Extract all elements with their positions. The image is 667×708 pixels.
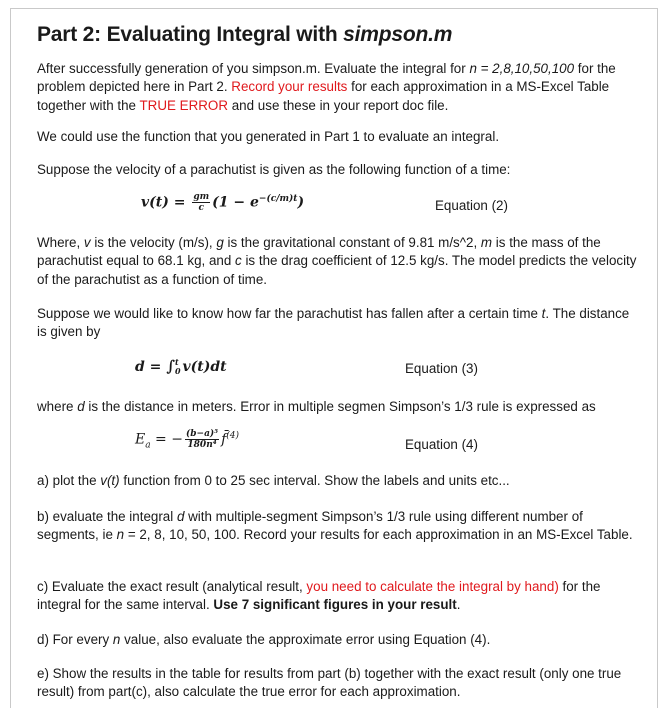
- suppose-distance-paragraph: Suppose we would like to know how far the parachutist has fallen after a certain time t. The distance is given by: [37, 306, 630, 340]
- question-c: c) Evaluate the exact result (analytical result, you need to calculate the integral by hand) for the integral for the same interval. Use 7 significant figures in your result.: [37, 579, 601, 613]
- equation-2: v(t) = $\frac{gm}{c}$ $(1 - e^{-(c/m)t})$: [141, 192, 305, 213]
- question-a: a) plot the v(t) function from 0 to 25 sec interval. Show the labels and units etc...: [37, 473, 510, 488]
- intro-paragraph: After successfully generation of you simpson.m. Evaluate the integral for n = 2,8,10,50,100 for the problem depicted here in Part 2. Record your results for each approximation in a MS-Excel Table together with the TRUE ERROR and use these in your report doc file.: [37, 61, 616, 113]
- equation-4: $E_a$ = − $\frac{\text{(b−a)⁵}}{\text{180n⁴}}$ f̄$^{(4)}$: [135, 429, 240, 451]
- equation-4-label: Equation (4): [405, 437, 478, 452]
- document-page: [10, 8, 658, 708]
- equation-2-label: Equation (2): [435, 198, 508, 213]
- equation-3: d = ∫ t 0 v(t)dt: [135, 357, 227, 376]
- question-b: b) evaluate the integral d with multiple-segment Simpson’s 1/3 rule using different number of segments, ie n = 2, 8, 10, 50, 100. Record your results for each approximation in an MS-Excel Table.: [37, 509, 633, 543]
- suppose-velocity-paragraph: Suppose the velocity of a parachutist is given as the following function of a time:: [37, 162, 511, 177]
- question-e: e) Show the results in the table for results from part (b) together with the exact result (only one true result) from part(c), also calculate the true error for each approximation.: [37, 666, 622, 700]
- where-d-paragraph: where d is the distance in meters. Error in multiple segmen Simpson’s 1/3 rule is expressed as: [37, 399, 596, 414]
- equation-3-label: Equation (3): [405, 361, 478, 376]
- use-function-paragraph: We could use the function that you generated in Part 1 to evaluate an integral.: [37, 129, 500, 144]
- page-title: Part 2: Evaluating Integral with simpson.m: [37, 23, 453, 46]
- where-v-paragraph: Where, v is the velocity (m/s), g is the gravitational constant of 9.81 m/s^2, m is the mass of the parachutist equal to 68.1 kg, and c is the drag coefficient of 12.5 kg/s. The model predicts the velocity of the parachutist as a function of time.: [37, 235, 637, 287]
- question-d: d) For every n value, also evaluate the approximate error using Equation (4).: [37, 632, 491, 647]
